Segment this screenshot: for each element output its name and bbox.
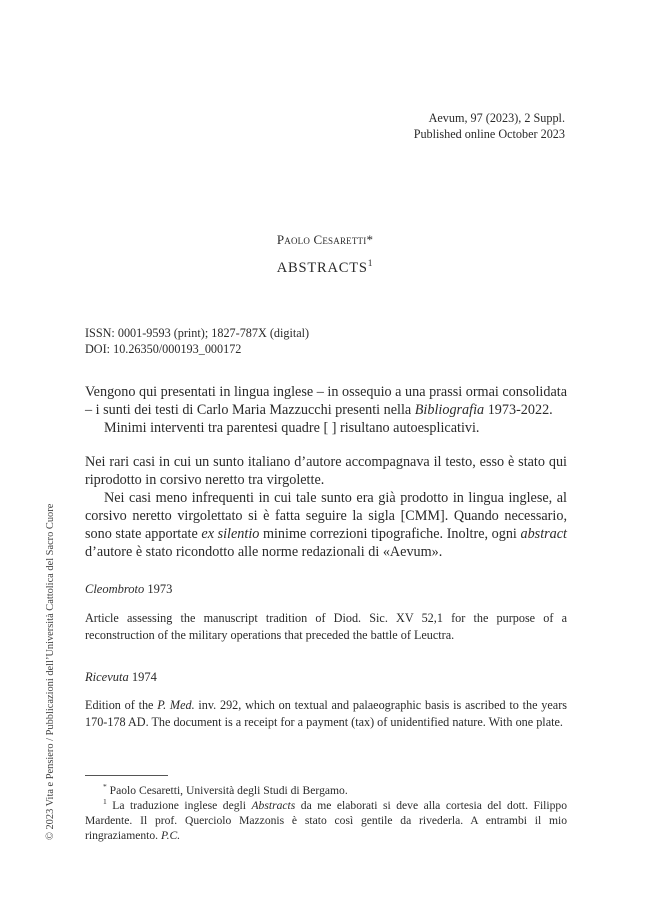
intro-p2: Minimi interventi tra parentesi quadre [ ] risultano autoesplicativi. — [104, 420, 480, 436]
intro-p1 — [85, 383, 567, 419]
section-heading-cleombroto — [85, 582, 172, 597]
doi: DOI: 10.26350/000193_000172 — [85, 342, 242, 356]
section-body-end: inv. 292, which on textual and palaeographic basis is ascribed to the years 170-178 AD. The document is a receipt for a payment (tax) of unidentified nature. With one plate. — [85, 698, 567, 729]
section-title: Ricevuta — [85, 670, 129, 684]
identifiers — [85, 325, 309, 357]
footnote-text-cont: da me elaborati si deve alla cortesia del dott. Filippo Mardente. Il prof. Querciolo Mazzonis è stato così gentile da rivederla. A entrambi il mio ringraziamento. — [85, 799, 567, 842]
section-heading-ricevuta — [85, 670, 157, 685]
footnote-divider — [85, 775, 168, 776]
title-footnote-ref: 1 — [367, 259, 374, 270]
intro-p1-text: Vengono qui presentati in lingua inglese – in ossequio a una prassi ormai consolidata – i sunti dei testi di Carlo Maria Mazzucchi presenti nella — [85, 384, 567, 418]
intro-paragraph — [85, 383, 567, 437]
issn: ISSN: 0001-9593 (print); 1827-787X (digital) — [85, 326, 310, 340]
journal-citation: Aevum, 97 (2023), 2 Suppl. — [428, 111, 565, 125]
section-year: 1974 — [128, 670, 157, 684]
footnote-mark: 1 — [103, 797, 107, 807]
method-p1: Nei rari casi in cui un sunto italiano d’autore accompagnava il testo, esso è stato qui riprodotto in corsivo neretto tra virgolette. — [85, 454, 567, 488]
footnote-italic: Abstracts — [251, 799, 296, 812]
page-title — [0, 260, 650, 277]
method-p2-mid: minime correzioni tipografiche. Inoltre, ogni — [259, 526, 521, 542]
intro-p1-end: 1973-2022. — [484, 402, 553, 418]
footnote-text: Paolo Cesaretti, Università degli Studi di Bergamo. — [106, 784, 348, 797]
footnote-signature: P.C. — [160, 829, 181, 842]
footnote-mark: * — [103, 782, 107, 792]
section-body-ricevuta — [85, 697, 567, 731]
author-line — [0, 232, 650, 248]
method-paragraph — [85, 453, 567, 561]
footnotes — [85, 783, 567, 843]
method-p2-end: d’autore è stato ricondotto alle norme redazionali di «Aevum». — [85, 544, 443, 560]
intro-p1-italic: Bibliografia — [414, 402, 485, 418]
section-title: Cleombroto — [85, 582, 145, 596]
method-p2-italic-2: abstract — [520, 526, 567, 542]
section-body-cleombroto: Article assessing the manuscript tradition of Diod. Sic. XV 52,1 for the purpose of a reconstruction of the military operations that preceded the battle of Leuctra. — [85, 611, 567, 642]
section-body-italic: P. Med. — [157, 698, 195, 712]
footnote-text: La traduzione inglese degli — [106, 799, 252, 812]
copyright-sidebar: © 2023 Vita e Pensiero / Pubblicazioni dell’Università Cattolica del Sacro Cuore — [45, 503, 56, 840]
footnote-1 — [85, 798, 567, 843]
section-body-text: Edition of the — [85, 698, 158, 712]
method-p2-text: Nei casi meno infrequenti in cui tale sunto era già prodotto in lingua inglese, al corsivo neretto virgolettato si è fatta seguire la sigla [CMM]. Quando necessario, sono state apportate — [85, 490, 567, 542]
method-p2-italic-1: ex silentio — [201, 526, 260, 542]
footnote-author — [85, 783, 567, 798]
author-footnote-mark: * — [366, 232, 374, 247]
journal-header — [414, 110, 565, 142]
publication-date: Published online October 2023 — [413, 127, 565, 141]
section-year: 1973 — [144, 582, 173, 596]
method-p2 — [85, 489, 567, 561]
title-text: ABSTRACTS — [276, 260, 368, 276]
author-name: Paolo Cesaretti — [276, 232, 367, 247]
